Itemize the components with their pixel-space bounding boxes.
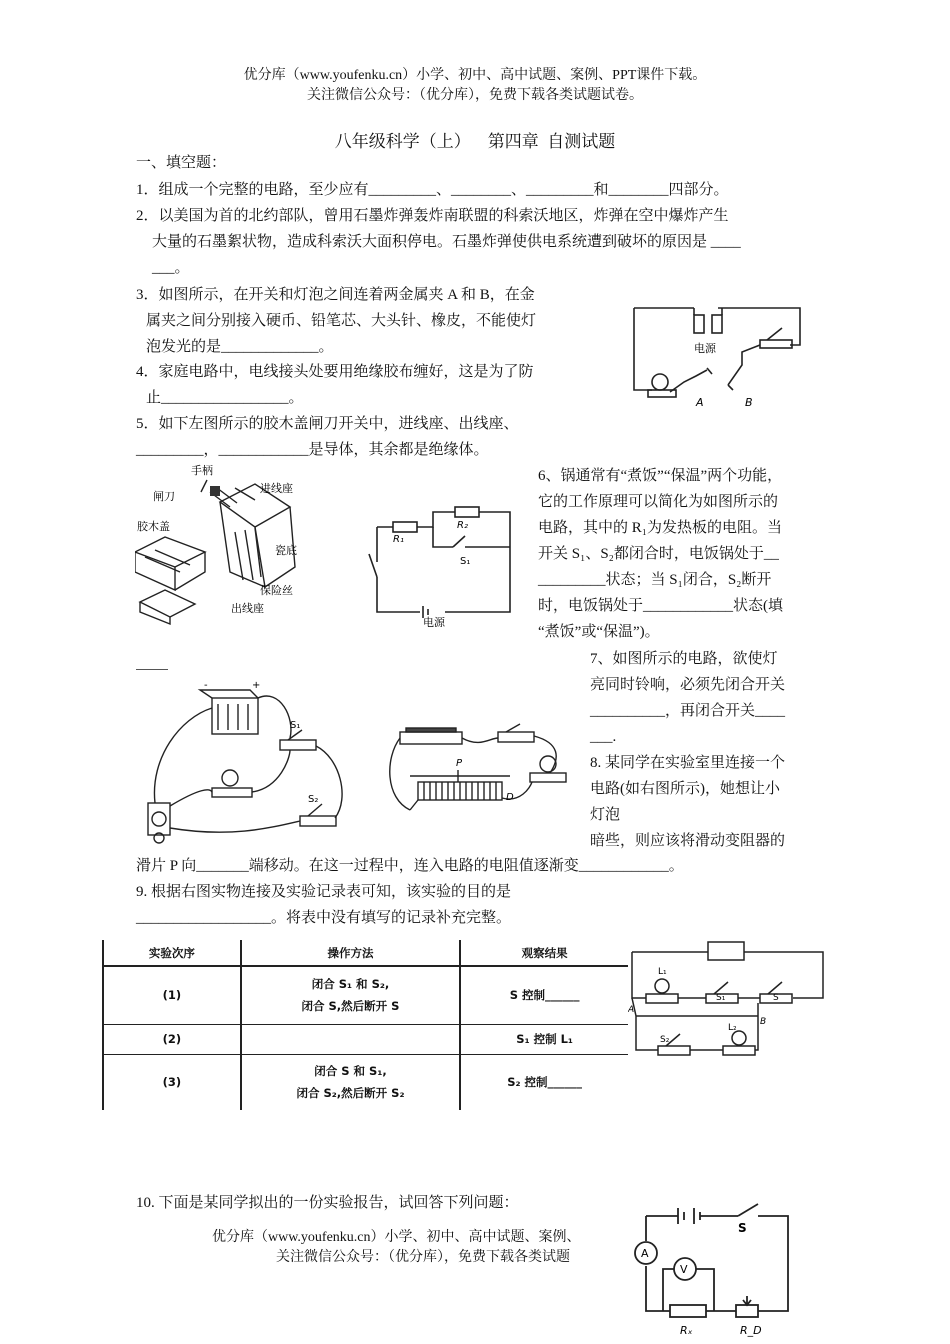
label-rd: R_D [740,1324,762,1337]
footer-line-2: 关注微信公众号：（优分库），免费下载各类试题 [276,1250,570,1265]
label-s1: S₁ [716,993,726,1003]
voltmeter-icon: V [680,1263,688,1276]
header-line-1: 优分库（www.youfenku.cn）小学、初中、高中试题、案例、PPT课件下载。 [243,68,707,83]
table-cell-order: (3) [103,1054,241,1110]
label-b: B [760,1017,767,1027]
q3-circuit-figure [612,290,817,415]
label-inlet: 进线座 [260,482,293,495]
question-5-line-1: 5．如下左图所示的胶木盖闸刀开关中，进线座、出线座、 [136,416,519,432]
question-9-line-2: __________________。将表中没有填写的记录补充完整。 [136,910,512,926]
table-header-result: 观察结果 [460,940,628,966]
label-r2: R₂ [457,520,468,531]
label-s: S [773,993,779,1003]
record-table [102,940,628,1110]
table-cell-result: S 控制______ [460,966,628,1024]
q6-rice-cooker-circuit [365,492,520,627]
label-outlet: 出线座 [231,602,264,615]
table-header-operation: 操作方法 [241,940,461,966]
q8-rheostat-circuit [380,718,580,828]
label-base: 瓷底 [275,544,297,557]
label-s: S [738,1221,747,1235]
question-8-line-3: 灯泡 [590,807,621,823]
question-9-line-1: 9. 根据右图实物连接及实验记录表可知，该实验的目的是 [136,884,512,900]
question-4-line-2: 止_________________。 [146,390,304,406]
label-s2: S₂ [660,1035,670,1045]
q5-knife-switch-figure [135,462,325,627]
label-r1: R₁ [393,534,404,545]
question-2-line-3: ___。 [152,260,190,276]
table-cell-op-line-2: 闭合 S₂,然后断开 S₂ [296,1086,405,1101]
footer-line-1: 优分库（www.youfenku.cn）小学、初中、高中试题、案例、 [212,1230,581,1245]
question-6-line-7: “煮饭”或“保温”)。 [538,624,660,640]
table-cell-op-line-1: 闭合 S₁ 和 S₂, [311,977,390,992]
table-header-order: 实验次序 [103,940,241,966]
label-fuse: 保险丝 [260,584,293,597]
label-handle: 手柄 [191,464,213,477]
label-power: 电源 [694,342,716,355]
question-2-line-1: 2．以美国为首的北约部队，曾用石墨炸弹轰炸南联盟的科索沃地区，炸弹在空中爆炸产生 [136,208,729,224]
label-a: A [628,1005,635,1015]
label-b: B [745,396,753,409]
question-8-line-2: 电路(如右图所示)，她想让小 [590,781,780,797]
label-d: D [506,792,514,803]
label-blade: 闸刀 [153,490,175,503]
question-7-line-1: 7、如图所示的电路，欲使灯 [590,651,778,667]
label-l2: L₂ [728,1023,737,1033]
question-6-line-4: 开关 S₁、S₂都闭合时，电饭锅处于__ [538,546,779,562]
question-6-line-6: 时，电饭锅处于____________状态(填 [538,598,783,614]
page-title: 八年级科学（上） 第四章 自测试题 [334,132,616,151]
table-row [103,966,628,1024]
question-6-line-1: 6、锅通常有“煮饭”“保温”两个功能， [538,468,783,484]
question-8-line-5: 滑片 P 向_______端移动。在这一过程中，连入电路的电阻值逐渐变____________。 [136,858,684,874]
question-8-line-4: 暗些，则应该将滑动变阻器的 [590,833,786,849]
table-cell-order: (1) [103,966,241,1024]
question-7-line-2: 亮同时铃响，必须先闭合开关 [590,677,786,693]
table-cell-order: (2) [103,1024,241,1054]
label-plus: + [252,680,261,691]
q10-ammeter-voltmeter-circuit [628,1196,803,1338]
question-6-line-2: 它的工作原理可以简化为如图所示的 [538,494,779,510]
section-heading: 一、填空题： [136,155,227,171]
question-6-line-3: 电路，其中的 R₁为发热板的电阻。当 [538,520,782,536]
header-line-2: 关注微信公众号：（优分库），免费下载各类试题试卷。 [307,88,643,103]
label-minus: - [204,680,208,691]
question-3-line-3: 泡发光的是_____________。 [146,339,334,355]
table-cell-op-line-1: 闭合 S 和 S₁, [314,1064,387,1079]
label-rx: Rₓ [680,1324,693,1337]
table-cell-result: S₂ 控制______ [460,1054,628,1110]
label-power-supply: 电源 [423,616,445,627]
label-s1: S₁ [460,556,471,567]
question-3-line-2: 属夹之间分别接入硬币、铅笔芯、大头针、橡皮，不能使灯 [146,313,537,329]
question-7-line-4: ___. [590,729,617,745]
question-3-line-1: 3．如图所示，在开关和灯泡之间连着两金属夹 A 和 B，在金 [136,287,535,303]
q9-parallel-circuit [628,938,828,1070]
table-row [103,1024,628,1054]
question-10: 10. 下面是某同学拟出的一份实验报告，试回答下列问题： [136,1195,519,1211]
table-row [103,1054,628,1110]
ammeter-icon: A [641,1247,649,1260]
table-cell-op-line-2: 闭合 S,然后断开 S [301,999,400,1014]
table-cell-operation [241,1054,461,1110]
label-s1: S₁ [290,720,301,731]
label-l1: L₁ [658,967,667,977]
question-7-line-3: __________，再闭合开关____ [590,703,786,719]
label-cover: 胶木盖 [137,520,170,533]
question-2-line-2: 大量的石墨絮状物，造成科索沃大面积停电。石墨炸弹使供电系统遭到破坏的原因是 ____ [152,234,741,250]
question-1: 1．组成一个完整的电路，至少应有_________、________、_________和________四部分。 [136,182,729,198]
label-s2: S₂ [308,794,319,805]
table-cell-operation [241,1024,461,1054]
question-4-line-1: 4．家庭电路中，电线接头处要用绝缘胶布缠好，这是为了防 [136,364,534,380]
table-cell-operation [241,966,461,1024]
table-cell-result: S₁ 控制 L₁ [460,1024,628,1054]
question-6-line-5: _________状态；当 S₁闭合，S₂断开 [538,572,772,588]
label-p: P [456,758,463,769]
divider-mark [136,669,168,670]
question-5-line-2: _________，____________是导体，其余都是绝缘体。 [136,442,489,458]
question-8-line-1: 8. 某同学在实验室里连接一个 [590,755,786,771]
label-a: A [696,396,704,409]
q7-lamp-bell-circuit [140,678,355,848]
